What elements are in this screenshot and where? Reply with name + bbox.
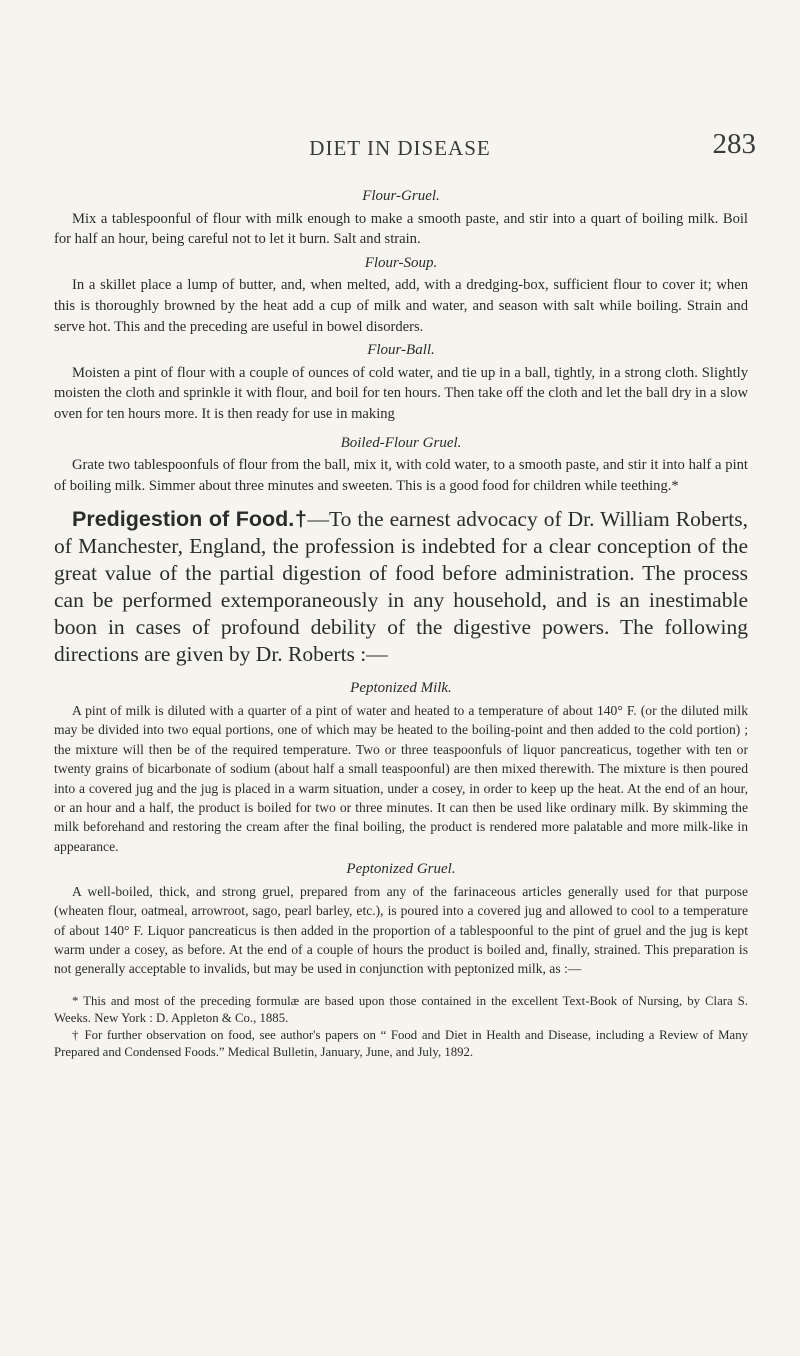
predigestion-text: —To the earnest advocacy of Dr. William Roberts, of Manchester, England, the profession is indebted for a clear conception of the great value of the partial digestion of food before administration. The process can be performed extemporaneously in any household, and is an inestimable boon in cases of profound debility of the digestive powers. The following directions are given by Dr. Roberts :— [54, 507, 748, 667]
page-body [54, 183, 748, 1061]
section-paragraph: Moisten a pint of flour with a couple of ounces of cold water, and tie up in a ball, tightly, in a strong cloth. Slightly moisten the cloth and sprinkle it with flour, and boil for ten hours. Then take off the cloth and let the ball dry in a slow oven for ten hours more. It is then ready for use in making [54, 364, 748, 422]
predigestion-heading: Predigestion of Food.† [72, 507, 308, 532]
recipe-paragraph: A well-boiled, thick, and strong gruel, prepared from any of the farinaceous articles generally used for that purpose (wheaten flour, oatmeal, arrowroot, sago, pearl barley, etc.), is poured into a covered jug and allowed to cool to a temperature of about 140° F. Liquor pancreaticus is then added in the proportion of a tablespoonful to the pint of gruel and the jug is kept warm under a cosey, as before. At the end of a couple of hours the product is boiled and, finally, strained. This preparation is not generally acceptable to invalids, but may be used in conjunction with peptonized milk, as :— [54, 883, 748, 977]
section-paragraph: Mix a tablespoonful of flour with milk enough to make a smooth paste, and stir into a quart of boiling milk. Boil for half an hour, being careful not to let it burn. Salt and strain. [54, 210, 748, 248]
section-heading: Boiled-Flour Gruel. [340, 434, 462, 451]
page-number: 283 [712, 128, 756, 160]
running-title: DIET IN DISEASE [309, 136, 491, 160]
recipe-heading: Peptonized Milk. [350, 680, 452, 697]
recipe-heading: Peptonized Gruel. [346, 861, 456, 878]
footnotes [54, 993, 748, 1061]
section-paragraph: Grate two tablespoonfuls of flour from the ball, mix it, with cold water, to a smooth paste, and stir it into half a pint of boiling milk. Simmer about three minutes and sweeten. This is a good food for children while teething.* [54, 457, 748, 494]
running-header [0, 128, 800, 168]
section-heading: Flour-Gruel. [362, 188, 440, 204]
footnote: † For further observation on food, see author's papers on “ Food and Diet in Health and Disease, including a Review of Many Prepared and Condensed Foods.” Medical Bulletin, January, June, and July, 1892. [54, 1027, 748, 1059]
section-paragraph: In a skillet place a lump of butter, and, when melted, add, with a dredging-box, sufficient flour to cover it; when this is thoroughly browned by the heat add a cup of milk and water, and season with salt while boiling. Strain and serve hot. This and the preceding are useful in bowel disorders. [54, 277, 748, 335]
recipe-paragraph: A pint of milk is diluted with a quarter of a pint of water and heated to a temperature of about 140° F. (or the diluted milk may be divided into two equal portions, one of which may be heated to the boiling-point and then added to the cold portion) ; the mixture will then be of the required temperature. Two or three teaspoonfuls of liquor pancreaticus, together with ten or twenty grains of bicarbonate of sodium (about half a small teaspoonful) are then mixed therewith. The mixture is then poured into a covered jug and the jug is placed in a warm situation, under a cosey, in order to keep up the heat. At the end of an hour, or an hour and a half, the product is boiled for two or three minutes. It can then be used like ordinary milk. By skimming the milk beforehand and restoring the cream after the final boiling, the product is rendered more palatable and more milk-like in appearance. [54, 702, 748, 854]
footnote: * This and most of the preceding formulæ are based upon those contained in the excellent Text-Book of Nursing, by Clara S. Weeks. New York : D. Appleton & Co., 1885. [54, 993, 748, 1025]
section-heading: Flour-Ball. [367, 342, 435, 359]
section-heading: Flour-Soup. [364, 254, 438, 271]
predigestion-paragraph [54, 506, 748, 668]
